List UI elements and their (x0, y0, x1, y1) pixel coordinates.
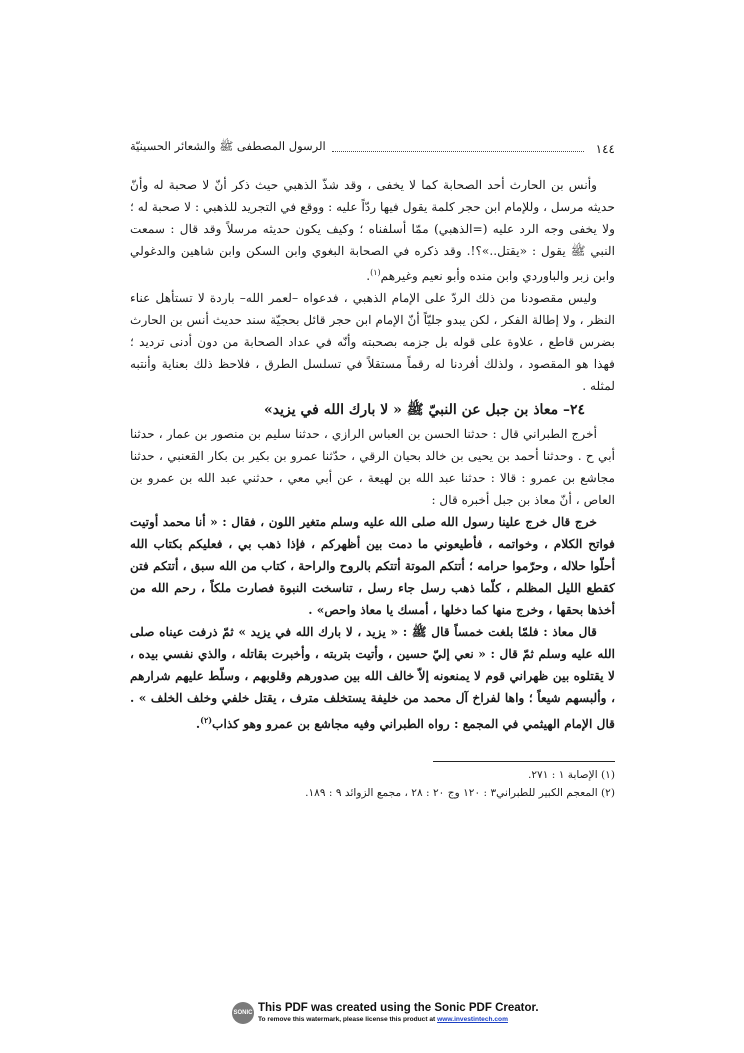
footnote-2: (٢) المعجم الكبير للطبراني٣ : ١٢٠ وج ٢٠ : ٢٨ ، مجمع الزوائد ٩ : ١٨٩. (305, 787, 615, 800)
paragraph-isnad: أخرج الطبراني قال : حدثنا الحسن بن العباس الرازي ، حدثنا سليم بن منصور بن عمار ، حدثنا أبي ح . وحدثنا أحمد بن يحيى بن خالد بحيان الرقي ، حدّثنا عمرو بن بكير بن بكار القعنبي ، حدثنا مجاشع بن عمرو : قالا : حدثنا عبد الله بن لهيعة ، عن أبي معي ، حدثني عبد الله بن عمرو بن العاص ، أنّ معاذ بن جبل أخبره قال : (130, 427, 615, 508)
header-dotted-leader (332, 151, 584, 152)
footnote-ref-1: (١) (370, 268, 381, 277)
watermark-link[interactable]: www.investintech.com (437, 1016, 508, 1023)
running-header (130, 138, 615, 156)
paragraph-hadith: خرج قال خرج علينا رسول الله صلى الله عليه وسلم متغير اللون ، فقال : « أنا محمد أوتيت فواتح الكلام ، وخواتمه ، فأطيعوني ما دمت بين أظهركم ، فإذا ذهب بي ، فعليكم بكتاب الله أحلّوا حلاله ، وحرّموا حرامه ؛ أتتكم الموتة أتتكم بالروح والراحة ، كتاب من الله سبق ، أتتكم فتن كقطع الليل المظلم ، كلّما ذهب رسل جاء رسل ، تناسخت النبوة فصارت ملكاً ، رحم الله من أخذها بحقها ، وخرج منها كما دخلها ، أمسك يا معاذ واحص» . (130, 515, 615, 618)
paragraph-muadh: قال معاذ : فلمّا بلغت خمساً قال ﷺ : « يزيد ، لا بارك الله في يزيد » ثمّ ذرفت عيناه صلى الله عليه وسلم ثمّ قال : « نعي إليّ حسين ، وأتيت بتربته ، وأخبرت بقاتله ، والذي نفسي بيده ، لا يقتلوه بين ظهراني قوم لا يمنعونه إلاّ خالف الله بين صدورهم وقلوبهم ، وسلّط عليهم شرارهم ، وألبسهم شيعاً ؛ واها لفراخ آل محمد من خليفة يستخلف مترف ، يقتل خلفي وخلف الخلف » . قال الإمام الهيثمي في المجمع : رواه الطبراني وفيه مجاشع بن عمرو وهو كذاب$^{(٢)}$. (130, 625, 615, 732)
page-number: ١٤٤ (595, 142, 615, 156)
footnote-ref-2: (٢) (200, 715, 213, 726)
sonic-logo-icon: SONIC (232, 1002, 254, 1024)
section-heading: ٢٤– معاذ بن جبل عن النبيّ ﷺ « لا بارك الله في يزيد» (264, 402, 585, 419)
document-page (130, 138, 615, 802)
footnote-1: (١) الإصابة ١ : ٢٧١. (527, 769, 615, 782)
paragraph-anas: وأنس بن الحارث أحد الصحابة كما لا يخفى ، وقد شذّ الذهبي حيث ذكر أنّ لا صحبة له وأنّ حديثه مرسل ، وللإمام ابن حجر كلمة يقول فيها ردّاً عليه : ووقع في التجريد للذهبي : لا صحبة له ؛ ولا يخفى وجه الرد عليه (=الذهبي) ممّا أسلفناه ؛ وكيف يكون حديثه مرسلاً وقد قال : سمعت النبي ﷺ يقول : «يقتل..»؟!. وقد ذكره في الصحابة البغوي وابن السكن وابن شاهين والدغولي وابن زبر والباوردي وابن منده وأبو نعيم وغيرهم$^{(١)}$. (129, 178, 615, 284)
watermark-main-text: This PDF was created using the Sonic PDF Creator. (258, 1002, 539, 1014)
footnote-separator (433, 761, 615, 762)
paragraph-commentary: وليس مقصودنا من ذلك الردّ على الإمام الذهبي ، فدعواه –لعمر الله– باردة لا تستأهل عناء النظر ، ولا إطالة الفكر ، لكن يبدو جليّاً أنّ الإمام ابن حجر قائل بحجيّة سند حديث أنس بن الحارث بضرس قاطع ، علاوة على قوله بل جزمه بصحبته وأنّه في عداد الصحابة من دون أدنى ترديد ؛ فهذا هو المقصود ، ولذلك أفردنا له رقماً مستقلاً في تسلسل الطرق ، فلاحظ ذلك بعناية وأنتبه لمثله . (130, 291, 615, 394)
header-title: الرسول المصطفى ﷺ والشعائر الحسينيّة (130, 139, 326, 153)
watermark-banner (232, 1000, 539, 1028)
watermark-sub-text: To remove this watermark, please license this product at www.investintech.com (258, 1016, 508, 1023)
